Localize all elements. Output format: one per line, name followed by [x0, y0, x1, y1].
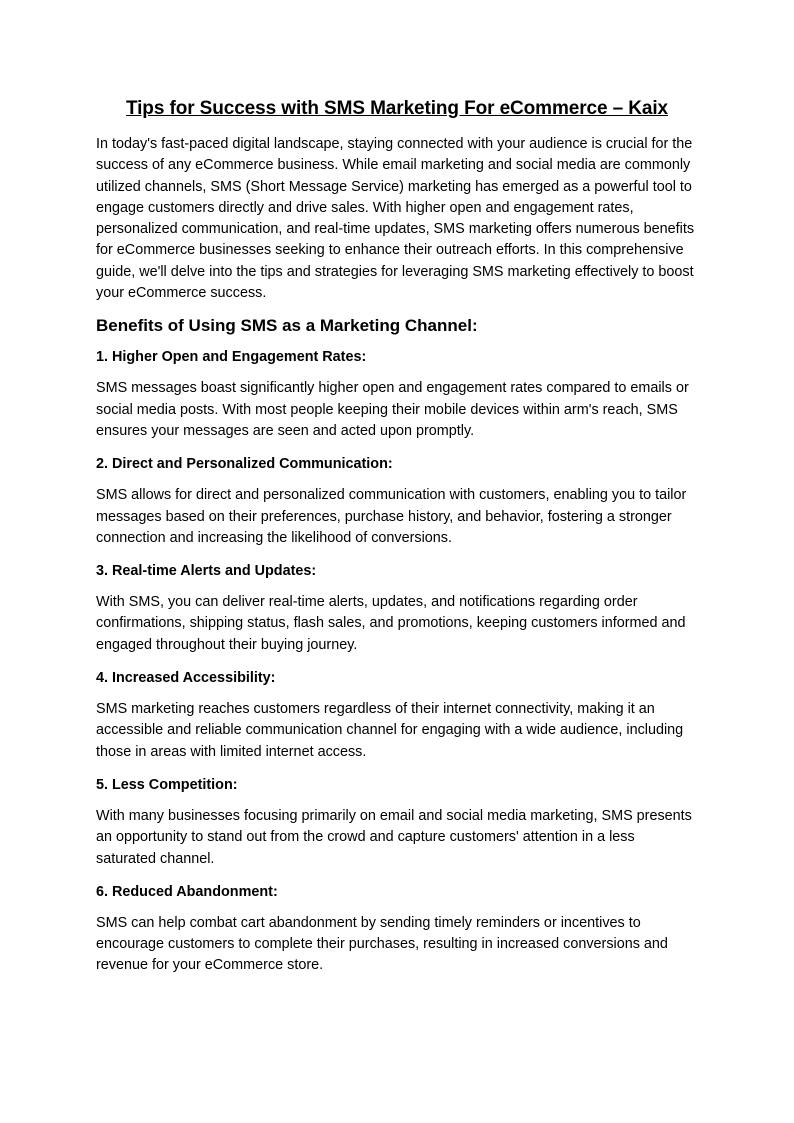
benefit-item-5 — [96, 775, 698, 870]
benefit-body-6: SMS can help combat cart abandonment by sending timely reminders or incentives to encourage customers to complete their purchases, resulting in increased conversions and revenue for your eCommerce store. — [96, 914, 668, 974]
benefit-body-5: With many businesses focusing primarily on email and social media marketing, SMS presents an opportunity to stand out from the crowd and capture customers' attention in a less saturated channel. — [96, 807, 692, 867]
benefit-item-2 — [96, 454, 698, 549]
benefit-body-1: SMS messages boast significantly higher open and engagement rates compared to emails or social media posts. With most people keeping their mobile devices within arm's reach, SMS ensures your messages are seen and acted upon promptly. — [96, 380, 689, 439]
benefit-heading-2: 2. Direct and Personalized Communication: — [96, 456, 393, 473]
benefit-body-4: SMS marketing reaches customers regardless of their internet connectivity, making it an accessible and reliable communication channel for engaging with a wide audience, including those in areas with limited internet access. — [96, 701, 684, 760]
benefit-item-3 — [96, 561, 698, 656]
benefit-heading-5: 5. Less Competition: — [96, 776, 238, 793]
benefit-body-3: With SMS, you can deliver real-time alerts, updates, and notifications regarding order confirmations, shipping status, flash sales, and promotions, keeping customers informed and engaged throughout their buying journey. — [96, 594, 686, 653]
document-title: Tips for Success with SMS Marketing For eCommerce – Kaix — [125, 98, 669, 119]
intro-paragraph: In today's fast-paced digital landscape, staying connected with your audience is crucial for the success of any eCommerce business. While email marketing and social media are commonly utilized channels, SMS (Short Message Service) marketing has emerged as a powerful tool to engage customers directly and drive sales. With higher open and engagement rates, personalized communication, and real-time updates, SMS marketing offers numerous benefits for eCommerce businesses seeking to enhance their outreach efforts. In this comprehensive guide, we'll delve into the tips and strategies for leveraging SMS marketing effectively to boost your eCommerce success. — [96, 136, 695, 302]
section-heading: Benefits of Using SMS as a Marketing Channel: — [96, 316, 478, 336]
benefit-heading-3: 3. Real-time Alerts and Updates: — [96, 563, 317, 580]
benefit-item-6 — [96, 882, 698, 977]
benefit-item-1 — [96, 347, 698, 442]
benefit-heading-4: 4. Increased Accessibility: — [96, 670, 276, 687]
benefit-heading-6: 6. Reduced Abandonment: — [96, 883, 278, 900]
benefit-body-2: SMS allows for direct and personalized communication with customers, enabling you to tailor messages based on their preferences, purchase history, and behavior, fostering a stronger connection and increasing the likelihood of conversions. — [96, 487, 687, 546]
benefit-heading-1: 1. Higher Open and Engagement Rates: — [96, 349, 367, 366]
benefit-item-4 — [96, 668, 698, 763]
